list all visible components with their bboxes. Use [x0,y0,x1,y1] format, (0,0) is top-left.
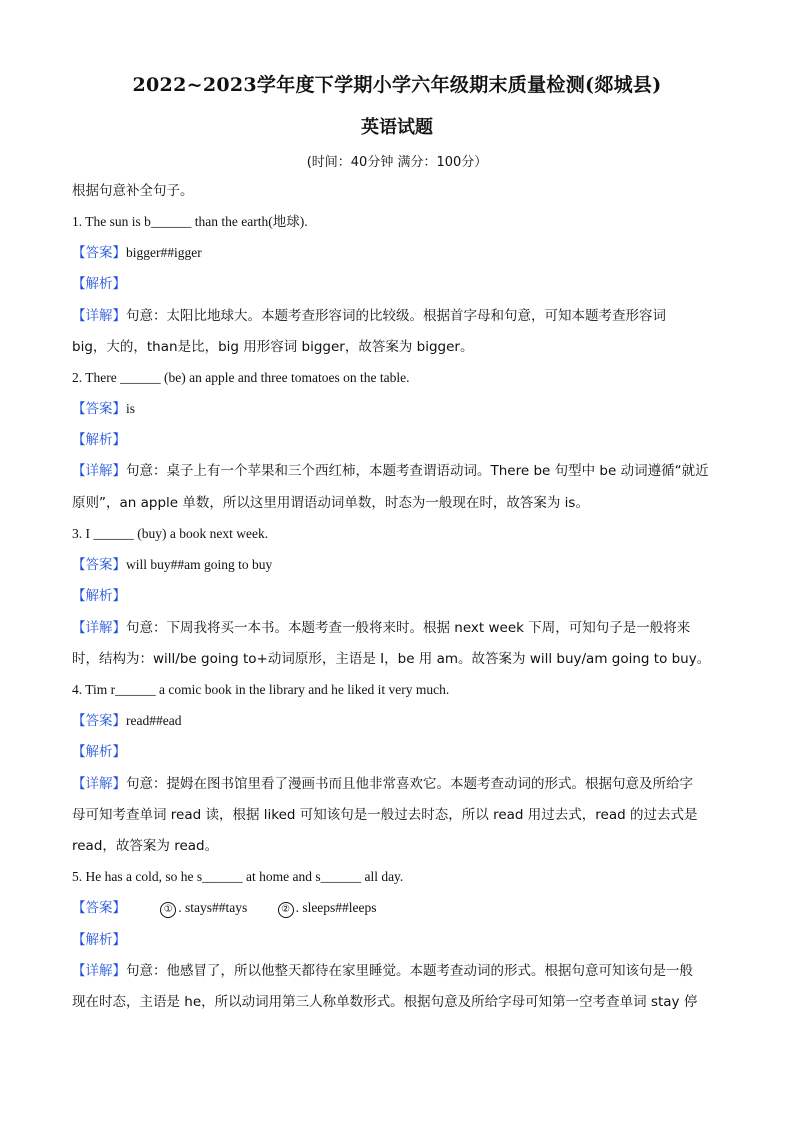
detail-3-line-2: 时，结构为：will/be going to+动词原形，主语是 I，be 用 am。故答案为 will buy/am going to buy。 [72,651,711,667]
answer-1 [72,244,732,263]
detail-3-line-1 [72,619,732,637]
analysis-label: 【解析】 [72,588,126,604]
analysis-4 [72,743,732,762]
analysis-2 [72,431,732,450]
answer-label: 【答案】 [72,557,126,573]
answer-text: read##ead [126,713,182,728]
detail-5-line-1 [72,962,732,980]
analysis-label: 【解析】 [72,932,126,948]
detail-label: 【详解】 [72,620,126,636]
analysis-5 [72,931,732,950]
answer-text-1: . stays##tays [178,900,248,915]
detail-4-line-1 [72,775,732,793]
answer-text: is [126,401,136,416]
analysis-label: 【解析】 [72,432,126,448]
question-2: 2. There ______ (be) an apple and three tomatoes on the table. [72,370,410,385]
detail-1-line-1 [72,307,732,325]
answer-4 [72,712,732,731]
analysis-label: 【解析】 [72,744,126,760]
answer-label: 【答案】 [72,900,126,916]
detail-text: 句意：太阳比地球大。本题考查形容词的比较级。根据首字母和句意，可知本题考查形容词 [126,308,666,324]
answer-label: 【答案】 [72,713,126,729]
exam-meta: (时间：40分钟 满分：100分） [306,155,488,170]
detail-label: 【详解】 [72,308,126,324]
analysis-label: 【解析】 [72,276,126,292]
analysis-3 [72,587,732,606]
detail-text: 句意：下周我将买一本书。本题考查一般将来时。根据 next week 下周，可知句子是一般将来 [126,620,691,636]
detail-label: 【详解】 [72,463,126,479]
answer-text: bigger##igger [126,245,202,260]
answer-5 [72,899,732,918]
detail-2-line-2: 原则”，an apple 单数，所以这里用谓语动词单数，时态为一般现在时，故答案为 is。 [72,495,589,511]
detail-text: 句意：桌子上有一个苹果和三个西红柿，本题考查谓语动词。There be 句型中 be 动词遵循“就近 [126,463,709,479]
analysis-1 [72,275,732,294]
answer-label: 【答案】 [72,401,126,417]
detail-4-line-3: read，故答案为 read。 [72,838,219,854]
page-subtitle: 英语试题 [361,117,433,138]
detail-text: 句意：提姆在图书馆里看了漫画书而且他非常喜欢它。本题考查动词的形式。根据句意及所给字 [126,776,693,792]
page-title: 2022~2023学年度下学期小学六年级期末质量检测(郯城县) [132,74,662,96]
blank-marker-1: ① [160,902,176,918]
detail-5-line-2: 现在时态，主语是 he，所以动词用第三人称单数形式。根据句意及所给字母可知第一空考查单词 stay 停 [72,994,698,1010]
answer-text-2: . sleeps##leeps [295,900,377,915]
question-1: 1. The sun is b______ than the earth(地球). [72,214,308,229]
answer-label: 【答案】 [72,245,126,261]
detail-text: 句意：他感冒了，所以他整天都待在家里睡觉。本题考查动词的形式。根据句意可知该句是一般 [126,963,693,979]
question-3: 3. I ______ (buy) a book next week. [72,526,269,541]
detail-label: 【详解】 [72,963,126,979]
instruction: 根据句意补全句子。 [72,183,194,199]
question-4: 4. Tim r______ a comic book in the library and he liked it very much. [72,682,450,697]
blank-marker-2: ② [278,902,294,918]
answer-text: will buy##am going to buy [126,557,273,572]
detail-2-line-1 [72,462,732,480]
detail-label: 【详解】 [72,776,126,792]
question-5: 5. He has a cold, so he s______ at home and s______ all day. [72,869,404,884]
answer-2 [72,400,732,419]
detail-4-line-2: 母可知考查单词 read 读，根据 liked 可知该句是一般过去时态，所以 read 用过去式，read 的过去式是 [72,807,698,823]
detail-1-line-2: big，大的，than是比，big 用形容词 bigger，故答案为 bigger。 [72,339,474,355]
answer-3 [72,556,732,575]
